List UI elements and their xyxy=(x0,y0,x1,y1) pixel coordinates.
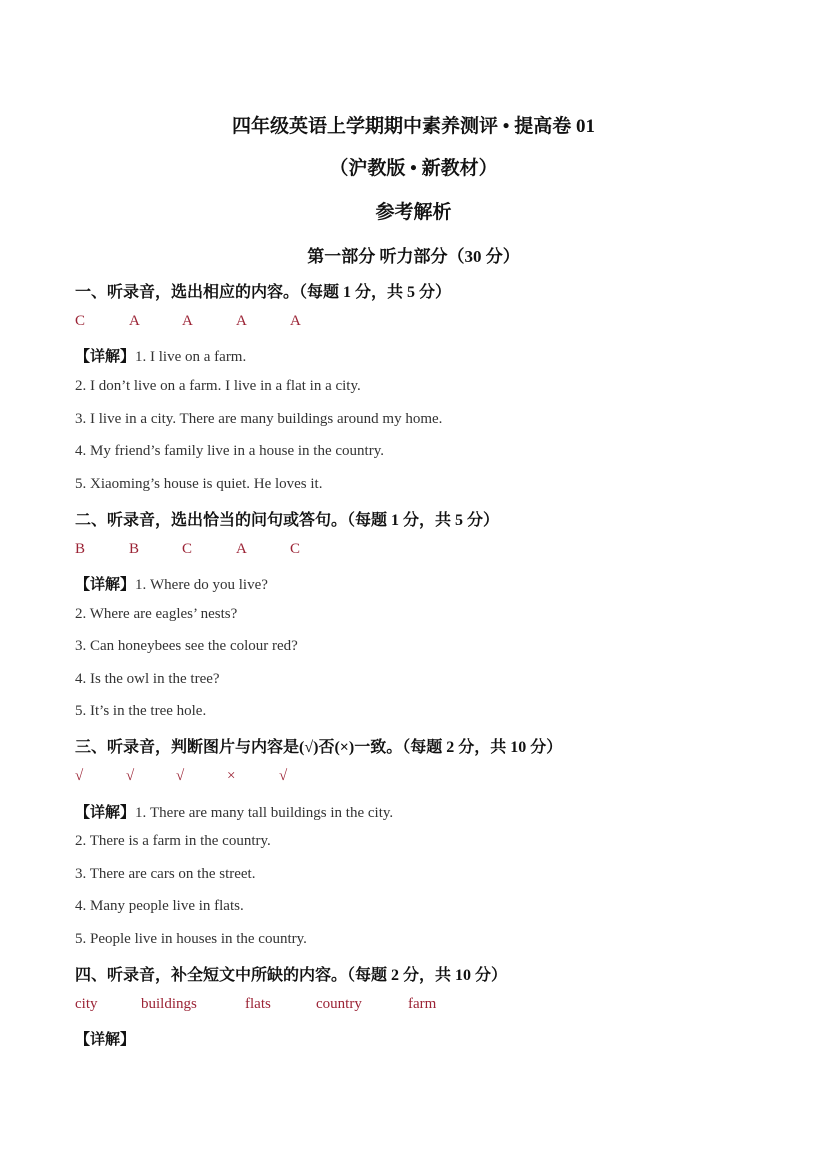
section-4-heading: 四、听录音，补全短文中所缺的内容。（每题 2 分，共 10 分） xyxy=(75,967,508,984)
detail-label: 【详解】 xyxy=(75,805,136,821)
detail-line: 5. It’s in the tree hole. xyxy=(75,703,207,719)
document-subtitle: （沪教版 • 新教材） xyxy=(329,158,498,179)
detail-line: 3. I live in a city. There are many buildings around my home. xyxy=(75,411,443,427)
detail-line: 3. Can honeybees see the colour red? xyxy=(75,638,298,654)
section-4-answers xyxy=(75,996,675,1016)
answer-item: C xyxy=(75,313,86,329)
detail-line: 2. I don’t live on a farm. I live in a flat in a city. xyxy=(75,378,361,394)
detail-label: 【详解】 xyxy=(75,349,136,365)
detail-label: 【详解】 xyxy=(75,1032,136,1048)
detail-line xyxy=(75,573,268,594)
part-heading: 第一部分 听力部分（30 分） xyxy=(307,247,520,266)
answer-item: A xyxy=(182,313,193,329)
detail-line xyxy=(75,801,393,822)
answer-heading: 参考解析 xyxy=(375,202,452,223)
answer-item: √ xyxy=(279,768,288,784)
section-2-answers xyxy=(75,541,675,561)
section-3-answers xyxy=(75,768,675,788)
answer-item: √ xyxy=(75,768,84,784)
detail-line: 5. People live in houses in the country. xyxy=(75,931,307,947)
detail-line: 2. There is a farm in the country. xyxy=(75,833,271,849)
detail-line: 5. Xiaoming’s house is quiet. He loves it. xyxy=(75,476,323,492)
answer-item: × xyxy=(227,768,236,784)
answer-item: A xyxy=(236,313,247,329)
document-title: 四年级英语上学期期中素养测评 • 提高卷 01 xyxy=(232,116,595,137)
detail-line xyxy=(75,345,246,366)
section-1-heading: 一、听录音，选出相应的内容。（每题 1 分，共 5 分） xyxy=(75,284,452,301)
answer-item: city xyxy=(75,996,98,1012)
detail-line: 3. There are cars on the street. xyxy=(75,866,256,882)
detail-line: 4. Is the owl in the tree? xyxy=(75,671,220,687)
section-3-heading: 三、听录音，判断图片与内容是(√)否(×)一致。（每题 2 分，共 10 分） xyxy=(75,739,563,756)
detail-line: 4. My friend’s family live in a house in the country. xyxy=(75,443,384,459)
detail-text: 1. I live on a farm. xyxy=(135,349,247,365)
section-2-heading: 二、听录音，选出恰当的问句或答句。（每题 1 分，共 5 分） xyxy=(75,512,500,529)
section-1-answers xyxy=(75,313,675,333)
answer-item: A xyxy=(236,541,247,557)
answer-item: B xyxy=(75,541,86,557)
detail-text: 1. Where do you live? xyxy=(135,577,268,593)
answer-item: √ xyxy=(176,768,185,784)
answer-item: farm xyxy=(408,996,437,1012)
answer-item: A xyxy=(129,313,140,329)
answer-item: B xyxy=(129,541,140,557)
answer-item: C xyxy=(290,541,301,557)
answer-item: C xyxy=(182,541,193,557)
detail-text: 1. There are many tall buildings in the city. xyxy=(135,805,394,821)
detail-line: 4. Many people live in flats. xyxy=(75,898,244,914)
answer-item: A xyxy=(290,313,301,329)
answer-item: buildings xyxy=(141,996,197,1012)
answer-item: country xyxy=(316,996,362,1012)
detail-label: 【详解】 xyxy=(75,577,136,593)
answer-item: √ xyxy=(126,768,135,784)
detail-line xyxy=(75,1028,135,1049)
answer-item: flats xyxy=(245,996,271,1012)
detail-line: 2. Where are eagles’ nests? xyxy=(75,606,238,622)
